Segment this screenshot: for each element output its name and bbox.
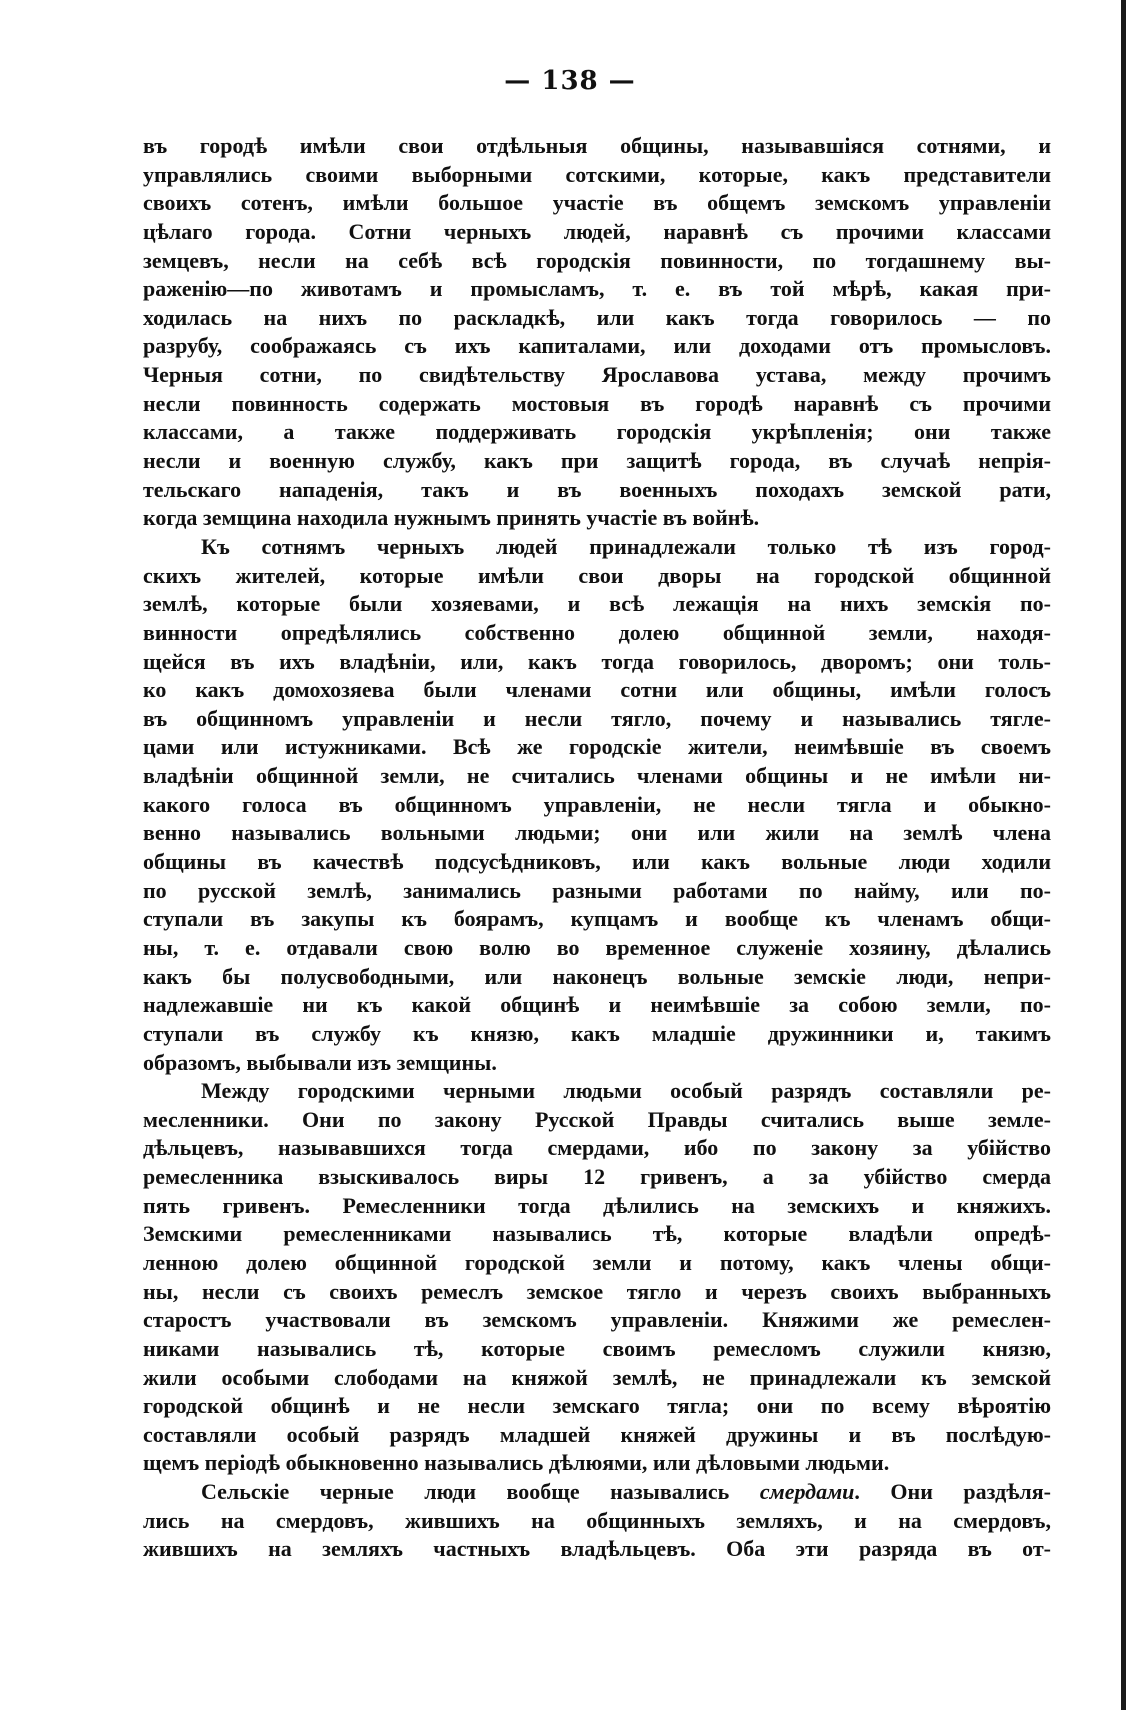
text-line: общины въ качествѣ подсусѣдниковъ, или какъ вольные люди ходили <box>143 849 1051 875</box>
text-line: скихъ жителей, которые имѣли свои дворы на городской общинной <box>143 562 1051 588</box>
italic-term: смердами <box>759 1479 855 1505</box>
text-line: земцевъ, несли на себѣ всѣ городскія повинности, по тогдашнему вы- <box>143 247 1051 273</box>
text-line: цѣлаго города. Сотни черныхъ людей, наравнѣ съ прочими классами <box>143 218 1051 244</box>
text-line: надлежавшіе ни къ какой общинѣ и неимѣвшіе за собою земли, по- <box>143 992 1051 1018</box>
text-line: ны, т. е. отдавали свою волю во временное служеніе хозяину, дѣлались <box>143 934 1051 960</box>
text-line: жили особыми слободами на княжой землѣ, не принадлежали къ земской <box>143 1364 1051 1390</box>
text-line: ко какъ домохозяева были членами сотни или общины, имѣли голосъ <box>143 677 1051 703</box>
text-line: щемъ періодѣ обыкновенно назывались дѣлюями, или дѣловыми людьми. <box>143 1450 890 1476</box>
text-line: несли повинность содержать мостовыя въ городѣ наравнѣ съ прочими <box>143 390 1051 416</box>
text-line: Между городскими черными людьми особый разрядъ составляли ре- <box>201 1078 1051 1104</box>
paragraph <box>143 1077 1051 1478</box>
text-line: старостъ участвовали въ земскомъ управленіи. Княжими же ремеслен- <box>143 1307 1051 1333</box>
text-line: когда земщина находила нужнымъ принять участіе въ войнѣ. <box>143 505 760 531</box>
text-line: дѣльцевъ, называвшихся тогда смердами, ибо по закону за убійство <box>143 1135 1051 1161</box>
text-line: какъ бы полусвободными, или наконецъ вольные земскіе люди, непри- <box>143 963 1051 989</box>
body-text <box>143 132 1051 1564</box>
page-binding-edge <box>1121 0 1126 1710</box>
text-line: ходилась на нихъ по раскладкѣ, или какъ тогда говорилось — по <box>143 304 1051 330</box>
text-line: раженію—по животамъ и промысламъ, т. е. въ той мѣрѣ, какая при- <box>143 276 1051 302</box>
text-line: въ городѣ имѣли свои отдѣльныя общины, называвшіяся сотнями, и <box>143 133 1051 158</box>
text-line: по русской землѣ, занимались разными работами по найму, или по- <box>143 877 1051 903</box>
text-line: Земскими ремесленниками назывались тѣ, которые владѣли опредѣ- <box>143 1221 1051 1247</box>
text-line: месленники. Они по закону Русской Правды считались выше земле- <box>143 1106 1051 1132</box>
text-line: классами, а также поддерживать городскія укрѣпленія; они также <box>143 419 1051 445</box>
paragraph <box>143 1478 1051 1564</box>
text-line: какого голоса въ общинномъ управленіи, не несли тягла и обыкно- <box>143 791 1051 817</box>
text-line: образомъ, выбывали изъ земщины. <box>143 1049 497 1075</box>
text-line: Къ сотнямъ черныхъ людей принадлежали только тѣ изъ город- <box>201 533 1051 559</box>
text-line: несли и военную службу, какъ при защитѣ города, въ случаѣ непрія- <box>143 448 1051 474</box>
text-line: тельскаго нападенія, такъ и въ военныхъ походахъ земской рати, <box>143 476 1051 502</box>
text-line: составляли особый разрядъ младшей княжей дружины и въ послѣдую- <box>143 1421 1051 1447</box>
text-line: цами или истужниками. Всѣ же городскіе жители, неимѣвшіе въ своемъ <box>143 734 1051 760</box>
paragraph <box>143 132 1051 533</box>
text-line: ступали въ службу къ князю, какъ младшіе дружинники и, такимъ <box>143 1020 1051 1046</box>
text-line: своихъ сотенъ, имѣли большое участіе въ общемъ земскомъ управленіи <box>143 190 1051 216</box>
text-line: ступали въ закупы къ боярамъ, купцамъ и вообще къ членамъ общи- <box>143 906 1051 932</box>
text-line: городской общинѣ и не несли земскаго тягла; они по всему вѣроятію <box>143 1393 1051 1419</box>
text-line: венно назывались вольными людьми; они или жили на землѣ члена <box>143 820 1051 846</box>
text-line: ленною долею общинной городской земли и потому, какъ члены общи- <box>143 1249 1051 1275</box>
text-line: управлялись своими выборными сотскими, которые, какъ представители <box>143 161 1051 187</box>
text-line: землѣ, которые были хозяевами, и всѣ лежащія на нихъ земскія по- <box>143 591 1051 617</box>
text-line: ремесленника взыскивалось виры 12 гривенъ, а за убійство смерда <box>143 1164 1051 1190</box>
text-line: владѣніи общинной земли, не считались членами общины и не имѣли ни- <box>143 763 1051 789</box>
text-line: винности опредѣлялись собственно долею общинной земли, находя- <box>143 619 1051 645</box>
paragraph <box>143 533 1051 1077</box>
page-number: — 138 — <box>504 66 636 96</box>
text-line: пять гривенъ. Ремесленники тогда дѣлились на земскихъ и княжихъ. <box>143 1192 1051 1218</box>
text-line: лись на смердовъ, жившихъ на общинныхъ земляхъ, и на смердовъ, <box>143 1507 1051 1533</box>
text-line: никами назывались тѣ, которые своимъ ремесломъ служили князю, <box>143 1335 1051 1361</box>
text-line: ны, несли съ своихъ ремеслъ земское тягло и черезъ своихъ выбранныхъ <box>143 1278 1051 1304</box>
text-line: въ общинномъ управленіи и несли тягло, почему и назывались тягле- <box>143 705 1051 731</box>
text-line: жившихъ на земляхъ частныхъ владѣльцевъ. Оба эти разряда въ от- <box>143 1536 1051 1562</box>
text-line: Черныя сотни, по свидѣтельству Ярославова устава, между прочимъ <box>143 362 1051 388</box>
text-line: разрубу, соображаясь съ ихъ капиталами, или доходами отъ промысловъ. <box>143 333 1051 359</box>
text-line: Сельскіе черные люди вообще назывались смердами. Они раздѣля- <box>201 1479 1051 1505</box>
text-line: щейся въ ихъ владѣніи, или, какъ тогда говорилось, дворомъ; они толь- <box>143 648 1051 674</box>
